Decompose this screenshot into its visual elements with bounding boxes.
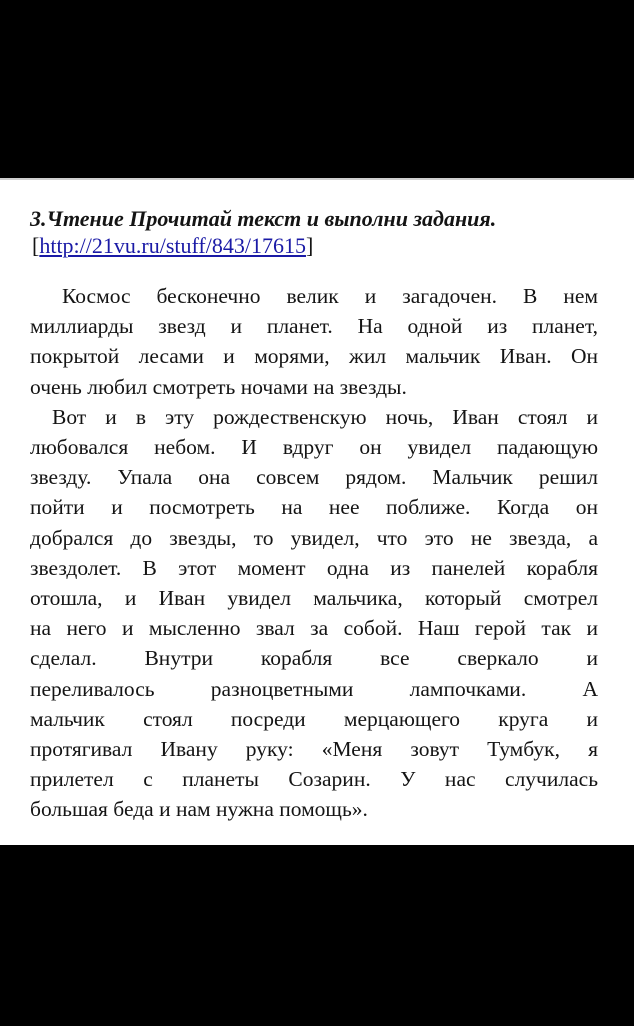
paragraph-1-line: покрытой лесами и морями, жил мальчик Иван. Он	[30, 344, 598, 369]
story-text	[30, 281, 598, 825]
source-link[interactable]: http://21vu.ru/stuff/843/17615	[39, 233, 306, 258]
paragraph-2-line: мальчик стоял посреди мерцающего круга и	[30, 706, 598, 731]
paragraph-2-line: на него и мысленно звал за собой. Наш герой так и	[30, 616, 598, 641]
paragraph-2-line: протягивал Ивану руку: «Меня зовут Тумбук, я	[30, 737, 598, 762]
paragraph-2-line: Вот и в эту рождественскую ночь, Иван стоял и	[52, 404, 598, 429]
link-open-bracket: [	[32, 233, 40, 258]
paragraph-2-line: звезду. Упала она совсем рядом. Мальчик решил	[30, 465, 598, 490]
document-page	[0, 180, 634, 845]
paragraph-2-line: переливалось разноцветными лампочками. А	[30, 676, 598, 701]
section-heading: 3.Чтение Прочитай текст и выполни задания.	[30, 206, 497, 231]
paragraph-2-line: добрался до звезды, то увидел, что это не звезда, а	[30, 525, 598, 550]
paragraph-1-line: очень любил смотреть ночами на звезды.	[30, 374, 407, 399]
paragraph-2-line: звездолет. В этот момент одна из панелей корабля	[30, 555, 598, 580]
paragraph-2-line: любовался небом. И вдруг он увидел падающую	[30, 435, 598, 460]
paragraph-1-line: Космос бесконечно велик и загадочен. В нем	[62, 284, 598, 308]
paragraph-2-line: отошла, и Иван увидел мальчика, который смотрел	[30, 586, 598, 611]
paragraph-2-line: пойти и посмотреть на нее поближе. Когда он	[30, 495, 598, 520]
paragraph-1-line: миллиарды звезд и планет. На одной из планет,	[30, 314, 598, 339]
source-link-line	[32, 232, 598, 259]
paragraph-2-line: большая беда и нам нужна помощь».	[30, 797, 368, 822]
link-close-bracket: ]	[305, 233, 314, 258]
paragraph-2-line: прилетел с планеты Созарин. У нас случилась	[30, 767, 598, 792]
paragraph-2-line: сделал. Внутри корабля все сверкало и	[30, 646, 598, 671]
